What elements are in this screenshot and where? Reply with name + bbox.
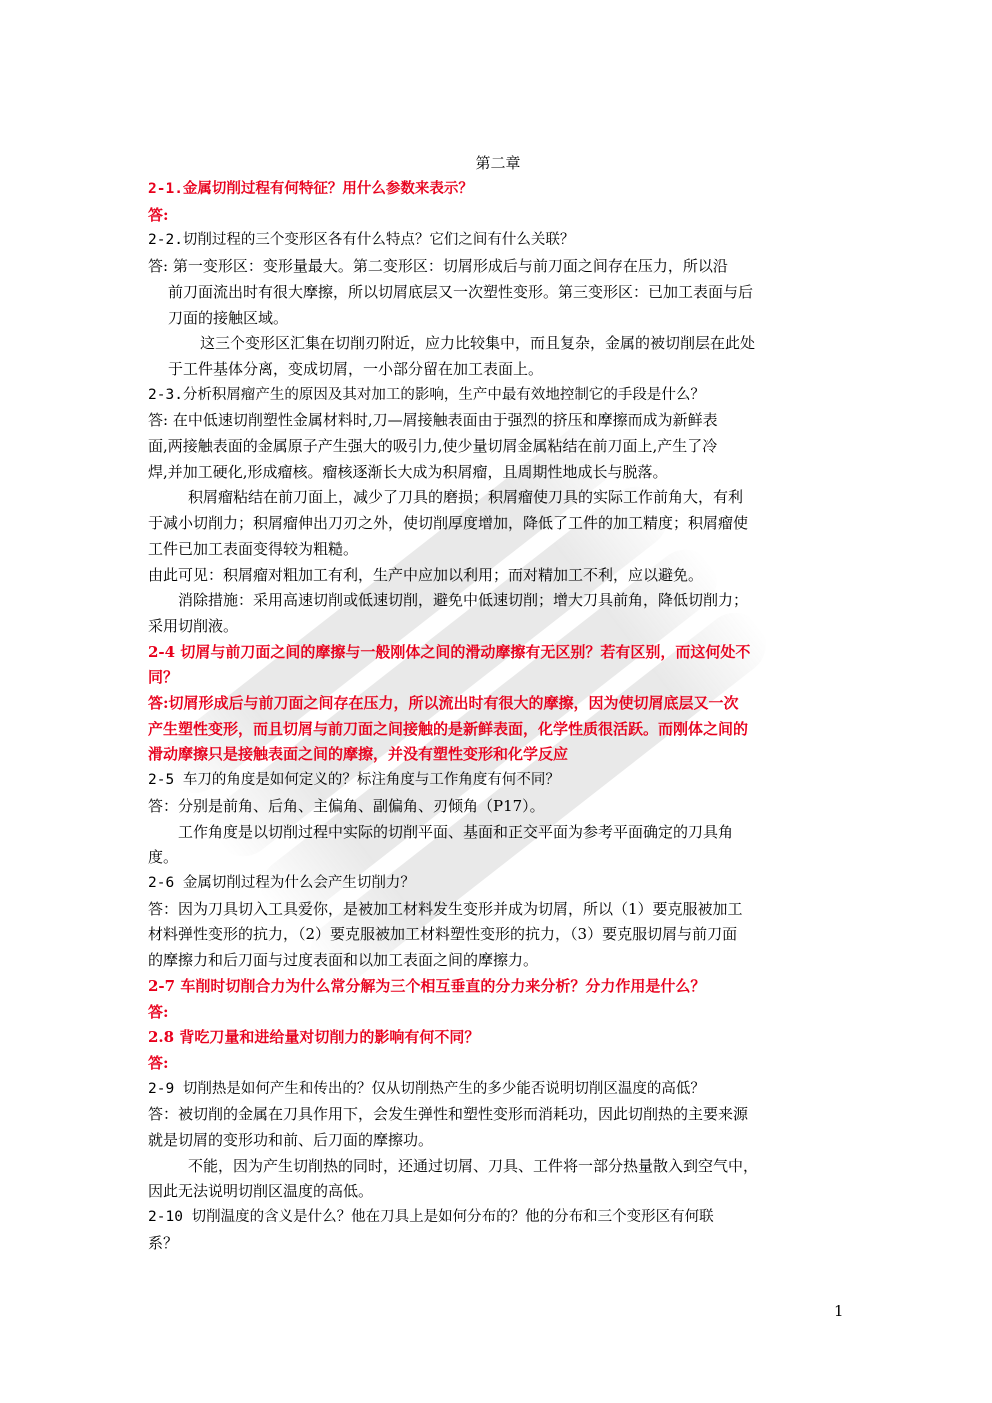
- text-line: 焊,并加工硬化,形成瘤核。瘤核逐渐长大成为积屑瘤，且周期性地成长与脱落。: [148, 462, 668, 481]
- text-line: 同？: [148, 668, 179, 687]
- text-line: 材料弹性变形的抗力，（2）要克服被加工材料塑性变形的抗力，（3）要克服切屑与前刀面: [148, 925, 738, 944]
- text-line: 答:: [148, 1053, 169, 1072]
- text-line: 采用切削液。: [148, 616, 239, 635]
- text-line: 积屑瘤粘结在前刀面上，减少了刀具的磨损；积屑瘤使刀具的实际工作前角大，有利: [188, 488, 744, 507]
- text-line: 答:切屑形成后与前刀面之间存在压力，所以流出时有很大的摩擦，因为使切屑底层又一次: [148, 694, 739, 713]
- text-line: 就是切屑的变形功和前、后刀面的摩擦功。: [148, 1131, 434, 1150]
- text-line: 系？: [148, 1233, 179, 1252]
- text-line: 刀面的接触区域。: [168, 308, 289, 327]
- text-line: 产生塑性变形，而且切屑与前刀面之间接触的是新鲜表面，化学性质很活跃。而刚体之间的: [148, 719, 749, 738]
- text-line: 消除措施：采用高速切削或低速切削，避免中低速切削；增大刀具前角，降低切削力；: [178, 591, 749, 610]
- text-line: 于减小切削力；积屑瘤伸出刀刃之外，使切削厚度增加，降低了工件的加工精度；积屑瘤使: [148, 514, 749, 533]
- text-line: 面,两接触表面的金属原子产生强大的吸引力,使少量切屑金属粘结在前刀面上,产生了冷: [148, 437, 718, 456]
- text-line: 答:: [148, 205, 169, 224]
- text-line: 的摩擦力和后刀面与过度表面和以加工表面之间的摩擦力。: [148, 951, 539, 970]
- text-line: 这三个变形区汇集在切削刃附近，应力比较集中，而且复杂，金属的被切削层在此处: [200, 334, 756, 353]
- text-line: 答:: [148, 1002, 169, 1021]
- text-line: 答: 第一变形区：变形量最大。第二变形区：切屑形成后与前刀面之间存在压力，所以沿: [148, 257, 728, 276]
- text-line: 2.8 背吃刀量和进给量对切削力的影响有何不同？: [148, 1028, 480, 1047]
- text-line: 于工件基体分离，变成切屑，一小部分留在加工表面上。: [168, 359, 544, 378]
- text-line: 答: 在中低速切削塑性金属材料时,刀—屑接触表面由于强烈的挤压和摩擦而成为新鲜表: [148, 411, 718, 430]
- text-line: 不能，因为产生切削热的同时，还通过切屑、刀具、工件将一部分热量散入到空气中，: [188, 1156, 759, 1175]
- text-line: 2-2.切削过程的三个变形区各有什么特点？它们之间有什么关联？: [148, 232, 575, 249]
- text-line: 2-1.金属切削过程有何特征？用什么参数来表示？: [148, 181, 473, 197]
- text-line: 滑动摩擦只是接触表面之间的摩擦，并没有塑性变形和化学反应: [148, 745, 569, 764]
- chapter-title: 第二章: [475, 154, 521, 172]
- text-line: 2-9 切削热是如何产生和传出的？仅从切削热产生的多少能否说明切削区温度的高低？: [148, 1080, 705, 1097]
- text-line: 由此可见：积屑瘤对粗加工有利，生产中应加以利用；而对精加工不利，应以避免。: [148, 565, 704, 584]
- text-line: 前刀面流出时有很大摩擦，所以切屑底层又一次塑性变形。第三变形区：已加工表面与后: [168, 282, 754, 301]
- text-line: 度。: [148, 848, 179, 867]
- text-line: 2-5 车刀的角度是如何定义的？标注角度与工作角度有何不同？: [148, 772, 560, 789]
- text-line: 2-4 切屑与前刀面之间的摩擦与一般刚体之间的滑动摩擦有无区别？若有区别，而这何处不: [148, 642, 751, 661]
- text-line: 2-7 车削时切削合力为什么常分解为三个相互垂直的分力来分析？分力作用是什么？: [148, 976, 706, 995]
- text-line: 因此无法说明切削区温度的高低。: [148, 1182, 374, 1201]
- page-number: 1: [834, 1302, 844, 1320]
- text-line: 答：分别是前角、后角、主偏角、副偏角、刃倾角（P17）。: [148, 796, 545, 815]
- text-line: 答：因为刀具切入工具爱你，是被加工材料发生变形并成为切屑，所以（1）要克服被加工: [148, 899, 743, 918]
- text-body: [148, 177, 848, 1257]
- text-line: 2-3.分析积屑瘤产生的原因及其对加工的影响，生产中最有效地控制它的手段是什么？: [148, 386, 705, 403]
- page-content: [148, 150, 848, 1257]
- text-line: 2-10 切削温度的含义是什么？他在刀具上是如何分布的？他的分布和三个变形区有何联: [148, 1209, 714, 1226]
- text-line: 答：被切削的金属在刀具作用下，会发生弹性和塑性变形而消耗功，因此切削热的主要来源: [148, 1105, 749, 1124]
- text-line: 工作角度是以切削过程中实际的切削平面、基面和正交平面为参考平面确定的刀具角: [178, 822, 734, 841]
- text-line: 工件已加工表面变得较为粗糙。: [148, 539, 359, 558]
- text-line: 2-6 金属切削过程为什么会产生切削力？: [148, 874, 415, 891]
